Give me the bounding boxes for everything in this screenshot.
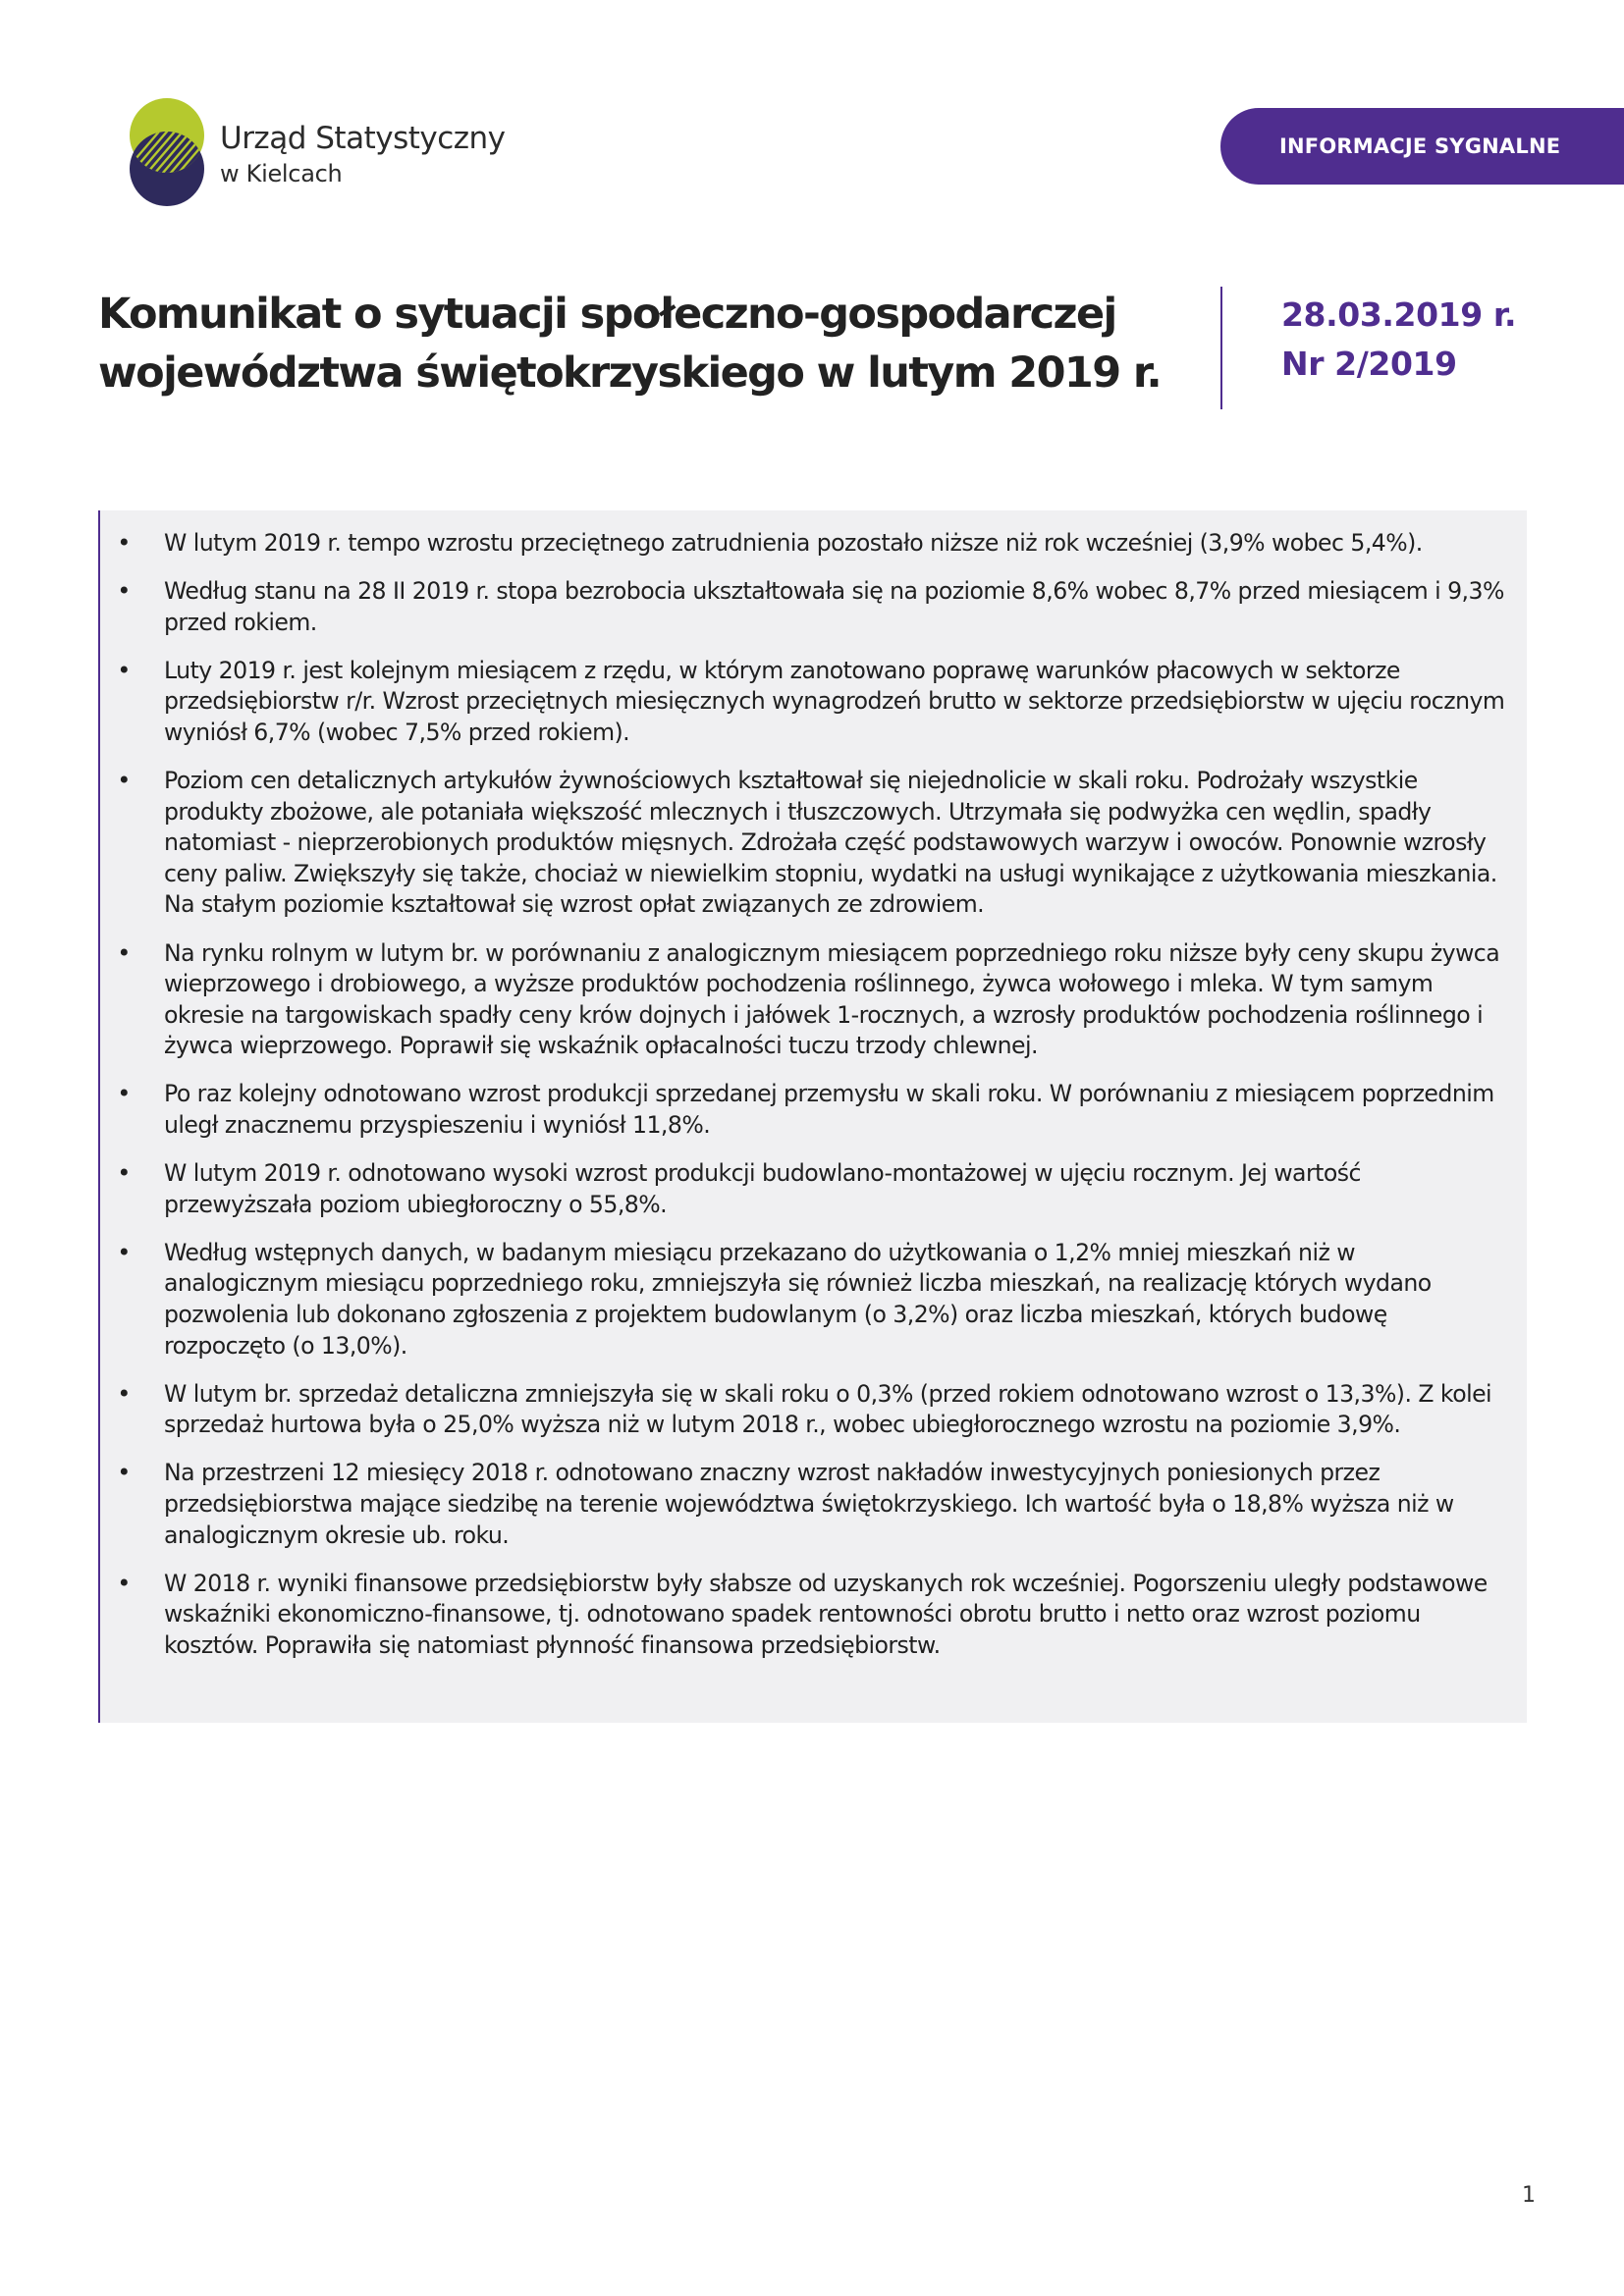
bullet-dot-icon: • [117,656,131,684]
bullet-dot-icon: • [117,1379,131,1408]
bullet-dot-icon: • [117,1459,131,1487]
summary-item-text: W lutym 2019 r. odnotowano wysoki wzrost produkcji budowlano-montażowej w ujęciu rocznym. Jej wartość przewyższała poziom ubiegłoroczny o 55,8%. [164,1159,1361,1218]
page-title-line1: Komunikat o sytuacji społeczno-gospodarczej [98,290,1116,339]
title-divider [1220,287,1222,409]
institution-logo [130,98,506,216]
bullet-dot-icon: • [117,767,131,795]
bullet-dot-icon: • [117,1159,131,1188]
summary-box [98,510,1527,1723]
bullet-dot-icon: • [117,529,131,557]
summary-item-text: Po raz kolejny odnotowano wzrost produkcji sprzedanej przemysłu w skali roku. W porównaniu z miesiącem poprzednim uległ znacznemu przyspieszeniu i wyniósł 11,8%. [164,1080,1494,1139]
bullet-dot-icon: • [117,938,131,967]
summary-item [100,656,1509,749]
circle-logo-icon [130,98,208,208]
summary-item [100,576,1509,638]
publication-date: 28.03.2019 r. [1281,295,1517,334]
summary-item-text: Według wstępnych danych, w badanym miesiącu przekazano do użytkowania o 1,2% mniej mieszkań niż w analogicznym miesiącu poprzedniego roku, zmniejszyła się również liczba mieszkań, na realizację których wydano pozwolenia lub dokonano zgłoszenia z projektem budowlanym (o 3,2%) oraz liczba mieszkań, których budowę rozpoczęto (o 13,0%). [164,1238,1432,1360]
summary-item [100,1569,1509,1662]
summary-item-text: W 2018 r. wyniki finansowe przedsiębiorstw były słabsze od uzyskanych rok wcześniej. Pogorszeniu uległy podstawowe wskaźniki ekonomiczno-finansowe, tj. odnotowano spadek rentowności obrotu brutto i netto oraz wzrost poziomu kosztów. Poprawiła się natomiast płynność finansowa przedsiębiorstw. [164,1569,1488,1659]
summary-item-text: W lutym 2019 r. tempo wzrostu przeciętnego zatrudnienia pozostało niższe niż rok wcześniej (3,9% wobec 5,4%). [164,529,1423,557]
page-number: 1 [1522,2183,1536,2208]
page-title-line2: województwa świętokrzyskiego w lutym 2019 r. [98,348,1162,398]
publication-type-badge: INFORMACJE SYGNALNE [1220,108,1624,185]
bullet-dot-icon: • [117,577,131,606]
summary-item-text: Na rynku rolnym w lutym br. w porównaniu z analogicznym miesiącem poprzedniego roku niższe były ceny skupu żywca wieprzowego i drobiowego, a wyższe produktów pochodzenia roślinnego, żywca wołowego i mleka. W tym samym okresie na targowiskach spadły ceny krów dojnych i jałówek 1-rocznych, a wzrosły produktów pochodzenia roślinnego i żywca wieprzowego. Poprawił się wskaźnik opłacalności tuczu trzody chlewnej. [164,938,1500,1060]
summary-item-text: Na przestrzeni 12 miesięcy 2018 r. odnotowano znaczny wzrost nakładów inwestycyjnych poniesionych przez przedsiębiorstwa mające siedzibę na terenie województwa świętokrzyskiego. Ich wartość była o 18,8% wyższa niż w analogicznym okresie ub. roku. [164,1459,1454,1549]
bullet-dot-icon: • [117,1080,131,1108]
summary-item [100,766,1509,921]
institution-name [220,120,506,190]
summary-item-text: W lutym br. sprzedaż detaliczna zmniejszyła się w skali roku o 0,3% (przed rokiem odnotowano wzrost o 13,3%). Z kolei sprzedaż hurtowa była o 25,0% wyższa niż w lutym 2018 r., wobec ubiegłorocznego wzrostu na poziomie 3,9%. [164,1379,1492,1439]
bullet-dot-icon: • [117,1569,131,1597]
summary-item [100,938,1509,1062]
page-title [98,285,1162,402]
summary-item-text: Luty 2019 r. jest kolejnym miesiącem z rzędu, w którym zanotowano poprawę warunków płacowych w sektorze przedsiębiorstw r/r. Wzrost przeciętnych miesięcznych wynagrodzeń brutto w sektorze przedsiębiorstw w ujęciu rocznym wyniósł 6,7% (wobec 7,5% przed rokiem). [164,656,1505,746]
summary-item [100,528,1509,560]
institution-name-line2: w Kielcach [220,160,343,187]
institution-name-line1: Urząd Statystyczny [220,121,506,156]
publication-meta [1281,291,1516,389]
summary-item [100,1079,1509,1141]
summary-item-text: Poziom cen detalicznych artykułów żywnościowych kształtował się niejednolicie w skali roku. Podrożały wszystkie produkty zbożowe, ale potaniała większość mlecznych i tłuszczowych. Utrzymała się podwyżka cen wędlin, spadły natomiast - nieprzerobionych produktów mięsnych. Zdrożała część podstawowych warzyw i owoców. Ponownie wzrosły ceny paliw. Zwiększyły się także, chociaż w niewielkim stopniu, wydatki na usługi wynikające z użytkowania mieszkania. Na stałym poziomie kształtował się wzrost opłat związanych ze zdrowiem. [164,767,1497,919]
summary-item [100,1158,1509,1220]
summary-item [100,1458,1509,1551]
summary-list [100,528,1509,1661]
bullet-dot-icon: • [117,1238,131,1266]
publication-number: Nr 2/2019 [1281,345,1457,383]
summary-item [100,1379,1509,1441]
summary-item [100,1238,1509,1362]
summary-item-text: Według stanu na 28 II 2019 r. stopa bezrobocia ukształtowała się na poziomie 8,6% wobec 8,7% przed miesiącem i 9,3% przed rokiem. [164,577,1504,636]
